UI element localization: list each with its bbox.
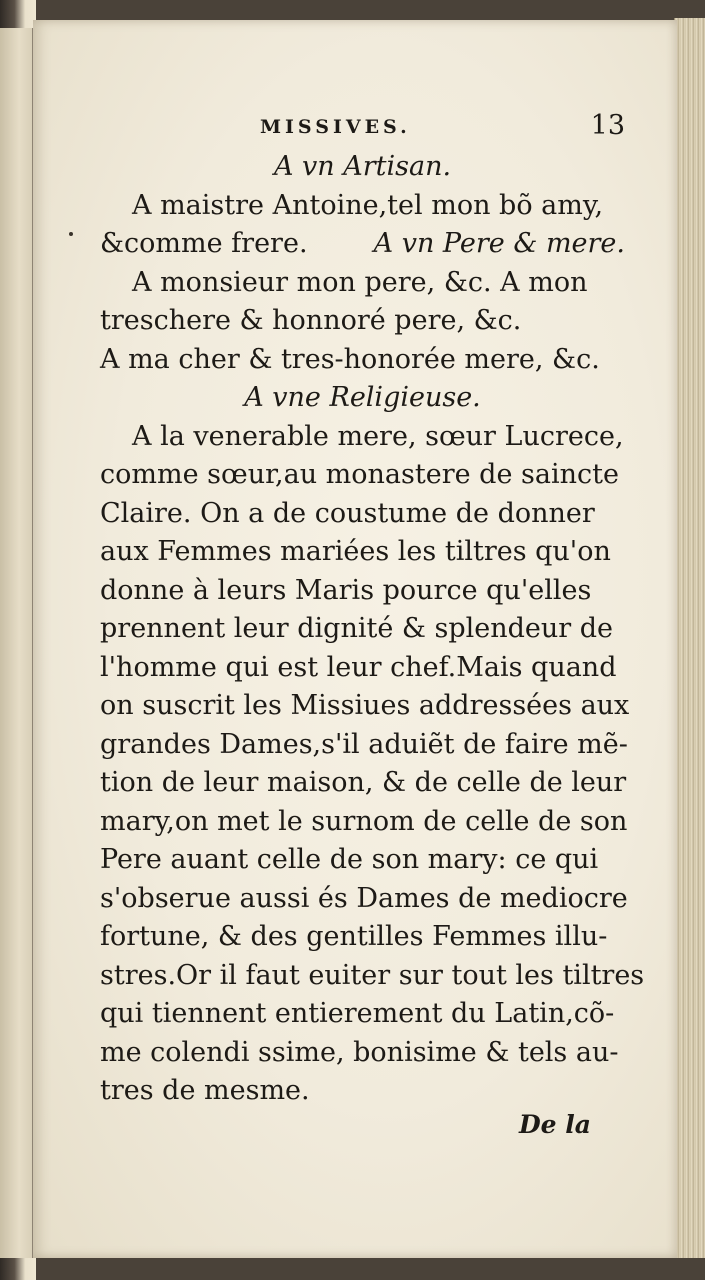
text-line: qui tiennent entierement du Latin,cõ-: [100, 998, 615, 1029]
text-line: aux Femmes mariées les tiltres qu'on: [100, 536, 611, 567]
text-line: Claire. On a de coustume de donner: [100, 497, 595, 529]
catchword: De la: [519, 1110, 591, 1139]
text-line: grandes Dames,s'il aduiẽt de faire mẽ-: [100, 728, 628, 760]
section-heading: A vn Pere & mere.: [373, 228, 625, 259]
text-line: A la venerable mere, sœur Lucrece,: [132, 420, 624, 452]
section-heading: A vne Religieuse.: [244, 382, 481, 413]
text-line: [100, 225, 625, 264]
page-stack-edge: [674, 18, 705, 1258]
text-line: tres de mesme.: [100, 1075, 310, 1106]
text-line: treschere & honnoré pere, &c.: [100, 305, 522, 336]
page-number: 13: [590, 110, 625, 141]
margin-mark: [69, 232, 73, 236]
text-line: mary,on met le surnom de celle de son: [100, 805, 628, 837]
text-line: comme sœur,au monastere de saincte: [100, 459, 619, 490]
running-head: MISSIVES.: [260, 116, 411, 138]
section-heading: A vn Artisan.: [273, 151, 452, 182]
text-line: fortune, & des gentilles Femmes illu-: [100, 921, 608, 952]
text-block: [100, 110, 645, 1111]
text-line: Pere auant celle de son mary: ce qui: [100, 844, 599, 875]
text-line: s'obserue aussi és Dames de mediocre: [100, 882, 628, 914]
book-page: [33, 20, 677, 1258]
text-line: donne à leurs Maris pource qu'elles: [100, 574, 592, 606]
text-line: A ma cher & tres-honorée mere, &c.: [100, 343, 600, 375]
text-line: l'homme qui est leur chef.Mais quand: [100, 651, 617, 683]
previous-page-edge: [0, 28, 33, 1258]
text-line: me colendi ssime, bonisime & tels au-: [100, 1036, 619, 1068]
text-line: on suscrit les Missiues addressées aux: [100, 690, 630, 721]
text-line: A monsieur mon pere, &c. A mon: [132, 266, 588, 298]
text-line-left: &comme frere.: [100, 228, 308, 259]
text-line: prennent leur dignité & splendeur de: [100, 613, 614, 644]
text-line: tion de leur maison, & de celle de leur: [100, 767, 627, 798]
page-header: [100, 110, 625, 148]
text-line: A maistre Antoine,tel mon bõ amy,: [132, 189, 604, 221]
text-line: stres.Or il faut euiter sur tout les tiltres: [100, 959, 645, 991]
